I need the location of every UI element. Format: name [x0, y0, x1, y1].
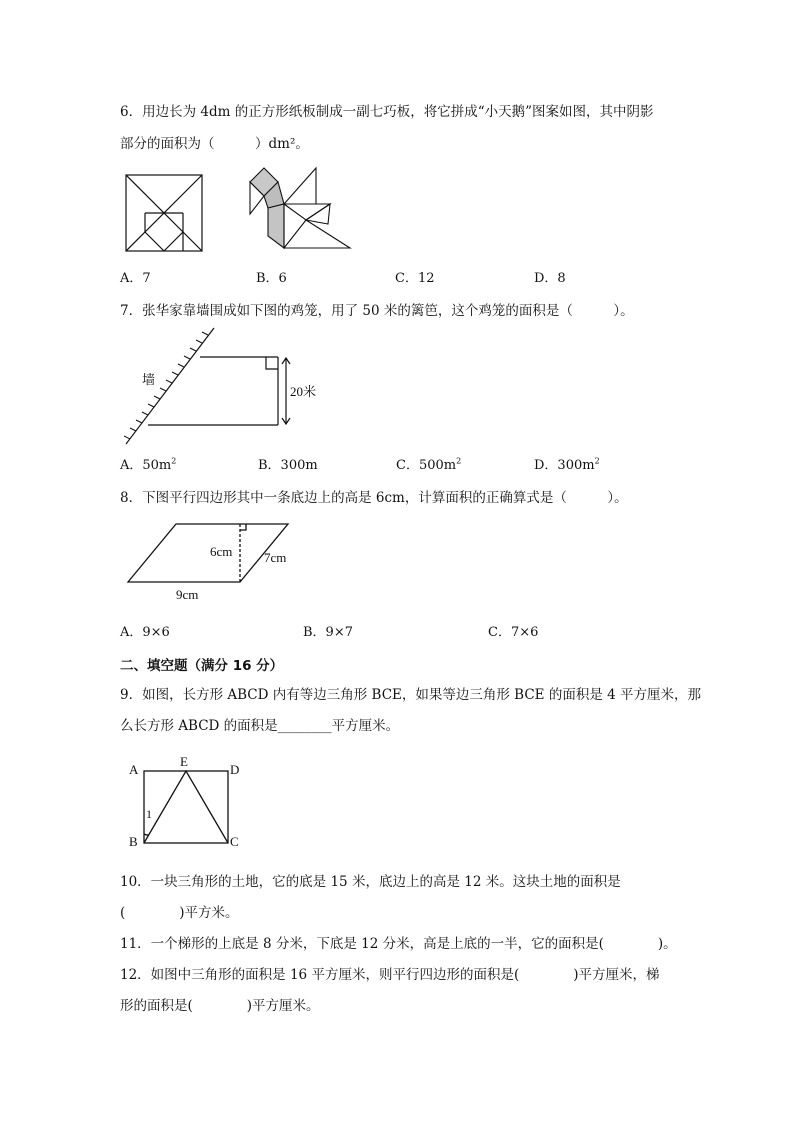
q7-option-a[interactable]: A．$50m^2$: [120, 456, 177, 473]
q9-text-line2: 么长方形 ABCD 的面积是________平方厘米。: [120, 718, 400, 734]
rectangle-triangle-figure: [124, 752, 254, 854]
swan-tangram-figure: [246, 164, 354, 254]
q7-text-line1: 7．张华家靠墙围成如下图的鸡笼，用了 50 米的篱笆，这个鸡笼的面积是（ ）。: [120, 303, 634, 319]
wall-label: 墙: [142, 372, 156, 387]
angle-1-label: 1: [146, 807, 152, 821]
q6-option-b[interactable]: B．6: [256, 271, 287, 286]
q12-text-line2: 形的面积是( )平方厘米。: [120, 998, 320, 1014]
tangram-square-figure: [124, 173, 204, 253]
section-2-title: 二、填空题（满分 16 分）: [120, 658, 284, 674]
label-c: C: [230, 834, 239, 849]
q8-option-a[interactable]: A．9×6: [120, 625, 170, 640]
label-b: B: [129, 834, 138, 849]
q8-base-label: 9cm: [176, 587, 199, 602]
q7-option-b[interactable]: B．300m: [258, 458, 318, 473]
q9-text-line1: 9．如图，长方形 ABCD 内有等边三角形 BCE，如果等边三角形 BCE 的面积是 4 平方厘米，那: [120, 687, 701, 703]
label-a: A: [129, 762, 139, 777]
q8-option-c[interactable]: C．7×6: [488, 625, 539, 640]
q6-option-d[interactable]: D．8: [534, 271, 566, 286]
q6-text-line2: 部分的面积为（ ）dm²。: [120, 136, 309, 152]
chicken-coop-figure: [118, 326, 318, 450]
parallelogram-figure: [124, 516, 304, 608]
q7-option-d[interactable]: D．$300m^2$: [534, 456, 600, 473]
q12-text-line1: 12．如图中三角形的面积是 16 平方厘米，则平行四边形的面积是( )平方厘米，梯: [120, 967, 660, 983]
q8-text-line1: 8．下图平行四边形其中一条底边上的高是 6cm，计算面积的正确算式是（ ）。: [120, 490, 628, 506]
q6-text-line1: 6．用边长为 4dm 的正方形纸板制成一副七巧板，将它拼成“小天鹅”图案如图，其中阴影: [120, 104, 654, 120]
label-e: E: [180, 754, 188, 769]
q10-text-line1: 10．一块三角形的土地，它的底是 15 米，底边上的高是 12 米。这块土地的面积是: [120, 874, 621, 890]
q6-option-a[interactable]: A．7: [120, 271, 151, 286]
q11-text-line1: 11．一个梯形的上底是 8 分米，下底是 12 分米，高是上底的一半，它的面积是( )。: [120, 936, 677, 952]
height-20m-label: 20米: [290, 384, 317, 399]
q10-text-line2: ( )平方米。: [120, 905, 239, 921]
label-d: D: [230, 762, 240, 777]
q8-option-b[interactable]: B．9×7: [303, 625, 353, 640]
q8-height-label: 6cm: [210, 544, 233, 559]
q8-side-label: 7cm: [264, 550, 287, 565]
q7-option-c[interactable]: C．$500m^2$: [396, 456, 462, 473]
q6-option-c[interactable]: C．12: [395, 271, 435, 286]
